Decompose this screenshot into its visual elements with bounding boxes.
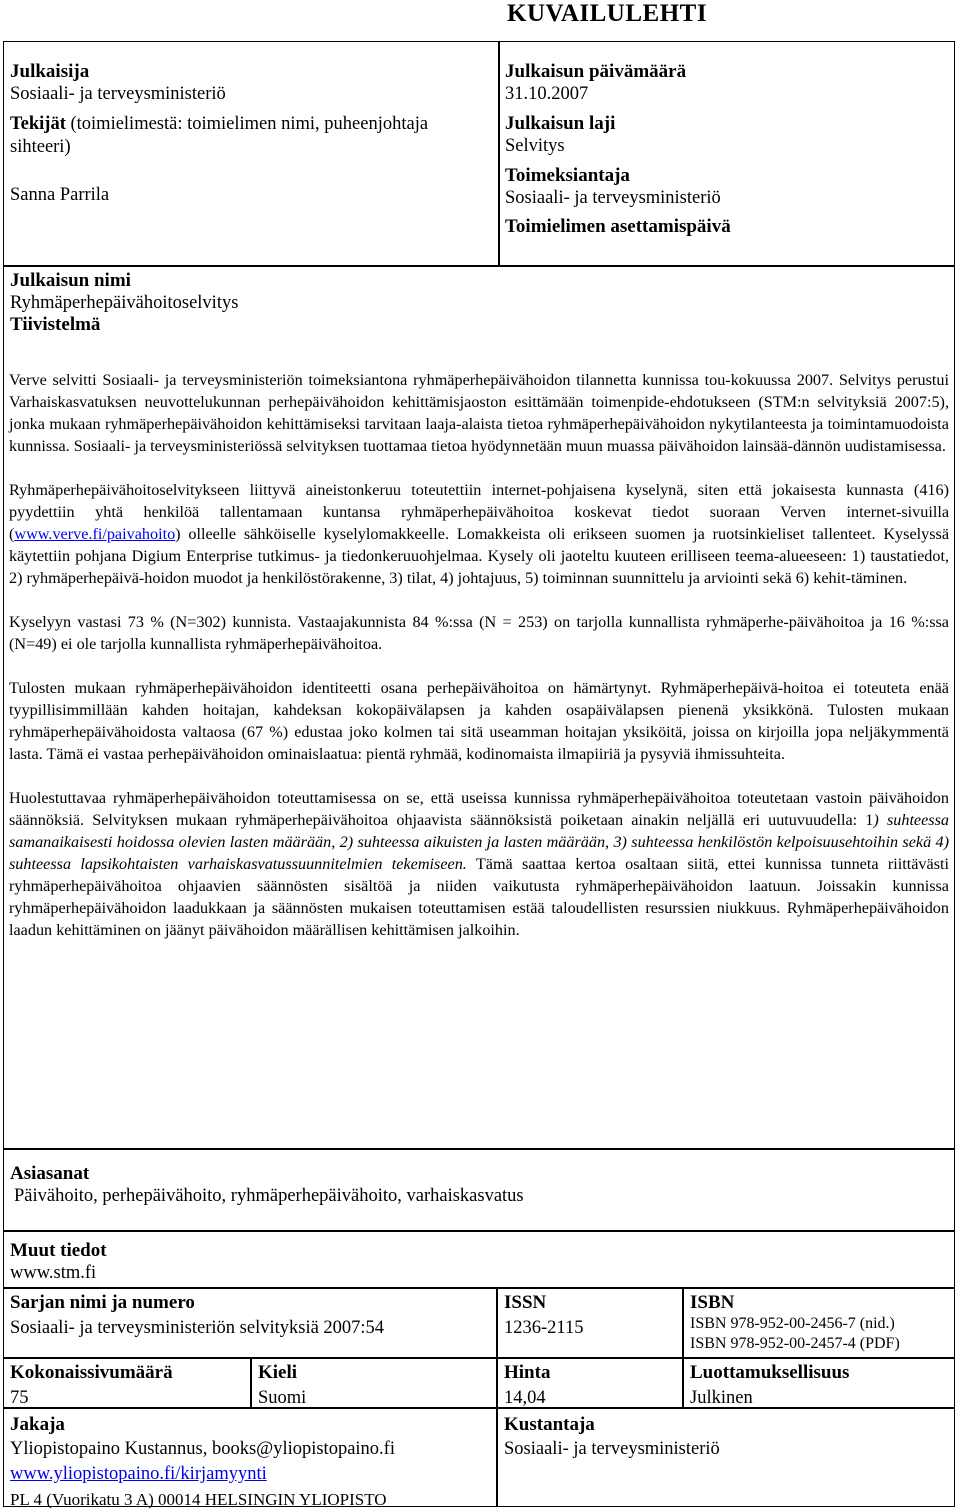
pages-cell [10, 1362, 245, 1409]
publisher2-label: Kustantaja [504, 1414, 595, 1435]
pub-name-label: Julkaisun nimi [10, 270, 131, 291]
series-cell [10, 1292, 490, 1339]
other-info-cell [10, 1240, 910, 1284]
publisher-label: Julkaisija [10, 61, 90, 82]
pub-date-value: 31.10.2007 [505, 84, 589, 104]
confidentiality-value: Julkinen [690, 1388, 753, 1408]
distributor-link[interactable]: www.yliopistopaino.fi/kirjamyynti [10, 1464, 267, 1484]
distributor-label: Jakaja [10, 1414, 65, 1435]
abstract-label: Tiivistelmä [10, 314, 101, 335]
pub-date-cell [505, 61, 945, 105]
divider [3, 1287, 955, 1289]
divider [3, 265, 955, 267]
publisher2-value: Sosiaali- ja terveysministeriö [504, 1439, 720, 1459]
pub-type-cell [505, 113, 945, 157]
keywords-cell [10, 1163, 910, 1207]
divider [498, 41, 500, 266]
authors-label: Tekijät (toimielimestä: toimielimen nimi, puheenjohtaja sihteeri) [10, 114, 429, 157]
price-cell [504, 1362, 674, 1409]
series-value: Sosiaali- ja terveysministeriön selvityksiä 2007:54 [10, 1318, 385, 1338]
publisher-cell [10, 61, 490, 105]
commissioner-cell [505, 165, 945, 209]
pub-type-label: Julkaisun laji [505, 113, 616, 134]
pub-name-cell [10, 270, 610, 336]
authors-value: Sanna Parrila [10, 185, 110, 205]
distributor-cell [10, 1412, 494, 1512]
issn-label: ISSN [504, 1292, 547, 1313]
divider [496, 1287, 498, 1507]
other-info-value: www.stm.fi [10, 1263, 97, 1283]
price-value: 14,04 [504, 1388, 546, 1408]
isbn-label: ISBN [690, 1292, 735, 1313]
divider [3, 1230, 955, 1232]
document-title: KUVAILULEHTI [507, 0, 708, 27]
language-label: Kieli [258, 1362, 298, 1383]
abstract-paragraph: Tulosten mukaan ryhmäperhepäivähoidon identiteetti osana perhepäivähoitoa on hämärtynyt. Ryhmäperhepäivä-hoitoa ei toteuteta enää tyypillisimmillään kahden hoitajan, kahdeksan kokopäivälapsen ja kahden osapäivälapsen pienenä yksikkönä. Tulosten mukaan ryhmäperhepäivähoidosta valtaosa (67 %) edustaa joko kolmen tai sitä useamman hoitajan yksiköitä, joissa on kirjoilla jopa neljäkymmentä lasta. Tämä ei vastaa perhepäivähoidon ominaislaatua: pientä ryhmää, kodinomaista ilmapiiriä ja pysyviä ihmissuhteita. [9, 679, 949, 763]
publisher2-cell [504, 1412, 944, 1462]
price-label: Hinta [504, 1362, 551, 1383]
committee-date-cell [505, 216, 945, 238]
divider [682, 1287, 684, 1407]
authors-cell [10, 113, 430, 159]
abstract-paragraph: Ryhmäperhepäivähoitoselvitykseen liittyvä aineistonkeruu toteutettiin internet-pohjaisena kyselynä, siten että jokaisesta kunnasta (416) pyydettiin yhtä henkilöä tallentamaan kuntansa ryhmäperhepäivähoitoa koskevat tiedot suoraan Verven internet-sivuilla (www.verve.fi/paivahoito) olleelle sähköiselle kyselylomakkeelle. Lomakkeista oli erikseen suomen ja ruotsinkieliset tallenteet. Kyselyssä käytettiin pohjana Digium Enterprise tutkimus- ja tiedonkeruuohjelmaa. Kysely oli jaoteltu kuuteen erilliseen teema-alueeseen: 1) taustatiedot, 2) ryhmäperhepäivä-hoidon muodot ja henkilöstörakenne, 3) tilat, 4) johtajuus, 5) toiminnan suunnittelu ja arviointi sekä 6) kehit-täminen. [9, 481, 949, 587]
divider [250, 1357, 252, 1407]
pub-type-value: Selvitys [505, 136, 565, 156]
keywords-label: Asiasanat [10, 1163, 90, 1184]
distributor-line: Yliopistopaino Kustannus, books@yliopistopaino.fi [10, 1439, 395, 1459]
commissioner-value: Sosiaali- ja terveysministeriö [505, 188, 721, 208]
isbn-value: ISBN 978-952-00-2457-4 (PDF) [690, 1335, 900, 1352]
abstract-paragraph: Verve selvitti Sosiaali- ja terveysministeriön toimeksiantona ryhmäperhepäivähoidon tilannetta kunnissa tou-kokuussa 2007. Selvitys perustui Varhaiskasvatuksen neuvottelukunnan perhepäivähoidon kehittämisjaoston esittämään toimenpide-ehdotukseen (STM:n selvityksiä 2007:5), jonka mukaan ryhmäperhepäivähoidon kehittämiseksi tarvitaan laaja-alaista tietoa ryhmäperhepäivähoidon nykytilanteesta ja toimintamuodoista kunnissa. Sosiaali- ja terveysministeriössä selvityksen tuottamaa tietoa hyödynnetään muun muassa päivähoidon lainsää-dännön uudistamisessa. [9, 371, 949, 455]
issn-cell [504, 1292, 674, 1339]
series-label: Sarjan nimi ja numero [10, 1292, 195, 1313]
committee-date-label: Toimielimen asettamispäivä [505, 216, 731, 237]
confidentiality-label: Luottamuksellisuus [690, 1362, 850, 1383]
publisher-value: Sosiaali- ja terveysministeriö [10, 84, 226, 104]
verve-link[interactable]: www.verve.fi/paivahoito [14, 525, 176, 543]
isbn-value: ISBN 978-952-00-2456-7 (nid.) [690, 1315, 895, 1332]
isbn-cell [690, 1292, 952, 1354]
abstract-body [9, 369, 949, 963]
confidentiality-cell [690, 1362, 952, 1409]
language-cell [258, 1362, 488, 1409]
other-info-label: Muut tiedot [10, 1240, 107, 1261]
distributor-address: PL 4 (Vuorikatu 3 A) 00014 HELSINGIN YLIOPISTO [10, 1490, 387, 1509]
abstract-paragraph: Huolestuttavaa ryhmäperhepäivähoidon toteuttamisessa on se, että useissa kunnissa ryhmäperhepäivähoitoa toteutetaan vastoin päivähoidon säännöksiä. Selvityksen mukaan ryhmäperhepäivähoitoa ohjaavista säännöksistä poiketaan ainakin neljällä eri uutuvuudella: 1) suhteessa samanaikaisesti hoidossa olevien lasten määrään, 2) suhteessa aikuisten ja lasten määrään, 3) suhteessa henkilöstön kelpoisuusehtoihin sekä 4) suhteessa lapsikohtaisten varhaiskasvatussuunnitelmien tekemiseen. Tämä saattaa kertoa osaltaan siitä, ettei kunnissa tunneta riittävästi ryhmäperhepäivähoitoa ohjaavien säännösten sisältöä ja niiden vaikutusta ryhmäperhepäivähoidon laatuun. Joissakin kunnissa ryhmäperhepäivähoidon laadukkaan ja säännösten mukaisen toteuttamisen estää taloudellisten resurssien niukkuus. Ryhmäperhepäivähoidon laadun kehittäminen on jäänyt päivähoidon määrällisen kehittämisen jalkoihin. [9, 789, 949, 939]
pub-name-value: Ryhmäperhepäivähoitoselvitys [10, 293, 239, 313]
divider [3, 1148, 955, 1150]
commissioner-label: Toimeksiantaja [505, 165, 630, 186]
language-value: Suomi [258, 1388, 307, 1408]
keywords-value: Päivähoito, perhepäivähoito, ryhmäperhepäivähoito, varhaiskasvatus [14, 1186, 524, 1206]
pages-label: Kokonaissivumäärä [10, 1362, 173, 1383]
divider [3, 1357, 955, 1359]
pub-date-label: Julkaisun päivämäärä [505, 61, 687, 82]
abstract-paragraph: Kyselyyn vastasi 73 % (N=302) kunnista. Vastaajakunnista 84 %:ssa (N = 253) on tarjolla kunnallista ryhmäperhe-päivähoitoa ja 16 %:ssa (N=49) ei ole tarjolla kunnallista ryhmäperhepäivähoitoa. [9, 613, 949, 653]
pages-value: 75 [10, 1388, 29, 1408]
issn-value: 1236-2115 [504, 1318, 584, 1338]
